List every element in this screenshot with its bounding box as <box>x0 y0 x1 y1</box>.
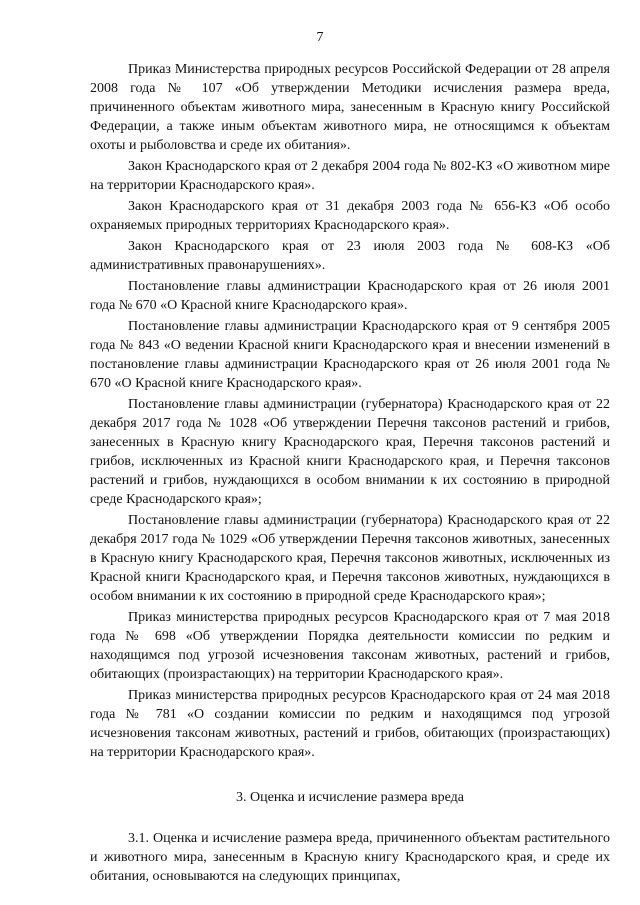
paragraph-5: Постановление главы администрации Краснодарского края от 26 июля 2001 года № 670 «О Красной книге Краснодарского края». <box>90 279 610 313</box>
paragraph-6: Постановление главы администрации Краснодарского края от 9 сентября 2005 года № 843 «О ведении Красной книги Краснодарского края и внесении изменений в постановление главы администрации Краснодарского края от 26 июля 2001 года № 670 «О Красной книге Краснодарского края». <box>90 319 610 391</box>
paragraph-3: Закон Краснодарского края от 31 декабря 2003 года № 656-КЗ «Об особо охраняемых природных территориях Краснодарского края». <box>90 199 610 233</box>
paragraph-4: Закон Краснодарского края от 23 июля 2003 года № 608-КЗ «Об административных правонарушениях». <box>90 239 610 273</box>
paragraph-2: Закон Краснодарского края от 2 декабря 2004 года № 802-КЗ «О животном мире на территории Краснодарского края». <box>90 159 610 193</box>
paragraph-8: Постановление главы администрации (губернатора) Краснодарского края от 22 декабря 2017 года № 1029 «Об утверждении Перечня таксонов животных, занесенных в Красную книгу Краснодарского края, Перечня таксонов животных, исключенных из Красной книги Краснодарского края, и Перечня таксонов животных, нуждающихся в особом внимании к их состоянию в природной среде Краснодарского края»; <box>90 513 610 604</box>
paragraph-1: Приказ Министерства природных ресурсов Российской Федерации от 28 апреля 2008 года № 107 «Об утверждении Методики исчисления размера вреда, причиненного объектам животного мира, занесенным в Красную книгу Российской Федерации, а также иным объектам животного мира, не относящимся к объектам охоты и рыболовства и среде их обитания». <box>90 62 610 153</box>
paragraph-9: Приказ министерства природных ресурсов Краснодарского края от 7 мая 2018 года № 698 «Об утверждении Порядка деятельности комиссии по редким и находящимся под угрозой исчезновения таксонам животных, растений и грибов, обитающих (произрастающих) на территории Краснодарского края». <box>90 610 610 682</box>
document-body <box>90 60 610 888</box>
paragraph-7: Постановление главы администрации (губернатора) Краснодарского края от 22 декабря 2017 года № 1028 «Об утверждении Перечня таксонов растений и грибов, занесенных в Красную книгу Краснодарского края, Перечня таксонов растений и грибов, исключенных из Красной книги Краснодарского края, и Перечня таксонов растений и грибов, нуждающихся в особом внимании к их состоянию в природной среде Краснодарского края»; <box>90 397 610 507</box>
page-number: 7 <box>316 30 324 45</box>
section-heading: 3. Оценка и исчисление размера вреда <box>236 790 464 805</box>
paragraph-10: Приказ министерства природных ресурсов Краснодарского края от 24 мая 2018 года № 781 «О создании комиссии по редким и находящимся под угрозой исчезновения таксонам животных, растений и грибов, обитающих (произрастающих) на территории Краснодарского края». <box>90 688 610 760</box>
section-paragraph: 3.1. Оценка и исчисление размера вреда, причиненного объектам растительного и животного мира, занесенным в Красную книгу Краснодарского края, и среде их обитания, основываются на следующих принципах, <box>90 831 610 884</box>
